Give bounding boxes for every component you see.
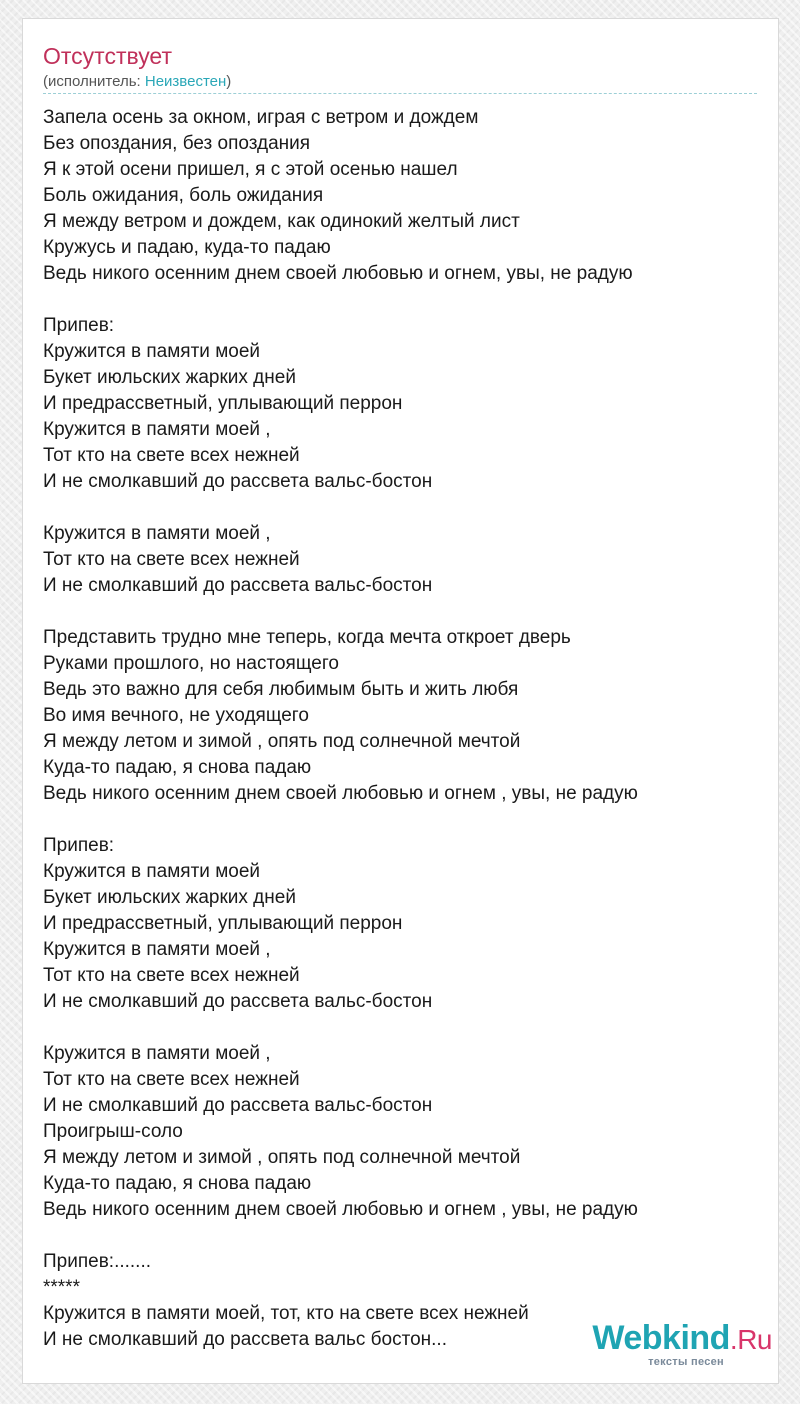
- lyric-line: Кружится в памяти моей, тот, кто на свете всех нежней: [43, 1303, 529, 1324]
- lyric-line: Запела осень за окном, играя с ветром и дождем: [43, 107, 479, 128]
- lyric-line: Кружусь и падаю, куда-то падаю: [43, 237, 331, 258]
- lyric-line: Я между летом и зимой , опять под солнечной мечтой: [43, 731, 521, 752]
- lyric-line: Припев:: [43, 835, 115, 856]
- lyric-line: Без опоздания, без опоздания: [43, 133, 311, 154]
- lyrics-body: [43, 105, 757, 1353]
- lyric-line: И не смолкавший до рассвета вальс-бостон: [43, 1095, 433, 1116]
- lyric-line: Ведь никого осенним днем своей любовью и огнем, увы, не радую: [43, 263, 633, 284]
- lyric-line: И не смолкавший до рассвета вальс бостон...: [43, 1329, 447, 1350]
- title-divider: [43, 93, 757, 94]
- logo-tld: .Ru: [729, 1324, 772, 1355]
- lyric-line: Букет июльских жарких дней: [43, 887, 296, 908]
- lyrics-card: [22, 18, 779, 1384]
- artist-link[interactable]: Неизвестен: [144, 73, 227, 90]
- lyric-line: *****: [43, 1277, 80, 1298]
- lyric-line: Проигрыш-соло: [43, 1121, 183, 1142]
- artist-line: [43, 72, 231, 92]
- lyric-blank-line: [43, 807, 757, 833]
- lyric-line: Куда-то падаю, я снова падаю: [43, 1173, 312, 1194]
- lyric-line: Припев:: [43, 315, 115, 336]
- lyric-line: Тот кто на свете всех нежней: [43, 445, 300, 466]
- lyric-line: Кружится в памяти моей ,: [43, 939, 271, 960]
- lyric-line: Кружится в памяти моей ,: [43, 1043, 271, 1064]
- lyric-blank-line: [43, 1015, 757, 1041]
- lyric-blank-line: [43, 495, 757, 521]
- lyric-line: Представить трудно мне теперь, когда мечта откроет дверь: [43, 627, 571, 648]
- lyric-line: Ведь никого осенним днем своей любовью и огнем , увы, не радую: [43, 1199, 638, 1220]
- lyric-line: Ведь никого осенним днем своей любовью и огнем , увы, не радую: [43, 783, 638, 804]
- artist-prefix: (исполнитель:: [43, 73, 145, 90]
- lyric-line: Кружится в памяти моей: [43, 861, 260, 882]
- lyric-line: Я между летом и зимой , опять под солнечной мечтой: [43, 1147, 521, 1168]
- lyric-line: Кружится в памяти моей: [43, 341, 260, 362]
- lyric-line: Я к этой осени пришел, я с этой осенью нашел: [43, 159, 458, 180]
- lyric-line: И предрассветный, уплывающий перрон: [43, 913, 403, 934]
- lyric-line: И не смолкавший до рассвета вальс-бостон: [43, 991, 433, 1012]
- lyric-line: Ведь это важно для себя любимым быть и жить любя: [43, 679, 519, 700]
- webkind-logo[interactable]: [582, 1318, 772, 1372]
- lyric-line: Кружится в памяти моей ,: [43, 523, 271, 544]
- lyric-line: Припев:.......: [43, 1251, 152, 1272]
- logo-brand: Webkind: [592, 1319, 730, 1357]
- lyric-line: И не смолкавший до рассвета вальс-бостон: [43, 471, 433, 492]
- lyric-line: Боль ожидания, боль ожидания: [43, 185, 324, 206]
- lyric-blank-line: [43, 599, 757, 625]
- lyric-line: Букет июльских жарких дней: [43, 367, 296, 388]
- lyric-line: И не смолкавший до рассвета вальс-бостон: [43, 575, 433, 596]
- lyric-line: И предрассветный, уплывающий перрон: [43, 393, 403, 414]
- logo-wordmark: [592, 1318, 772, 1360]
- lyric-line: Руками прошлого, но настоящего: [43, 653, 339, 674]
- lyric-blank-line: [43, 1223, 757, 1249]
- lyric-line: Куда-то падаю, я снова падаю: [43, 757, 312, 778]
- lyric-line: Тот кто на свете всех нежней: [43, 965, 300, 986]
- lyric-blank-line: [43, 287, 757, 313]
- lyric-line: Тот кто на свете всех нежней: [43, 549, 300, 570]
- lyric-line: Я между ветром и дождем, как одинокий желтый лист: [43, 211, 520, 232]
- lyric-line: Во имя вечного, не уходящего: [43, 705, 309, 726]
- logo-tagline: тексты песен: [648, 1356, 724, 1368]
- lyric-line: Кружится в памяти моей ,: [43, 419, 271, 440]
- artist-suffix: ): [226, 73, 232, 90]
- song-title: Отсутствует: [43, 43, 172, 69]
- lyric-line: Тот кто на свете всех нежней: [43, 1069, 300, 1090]
